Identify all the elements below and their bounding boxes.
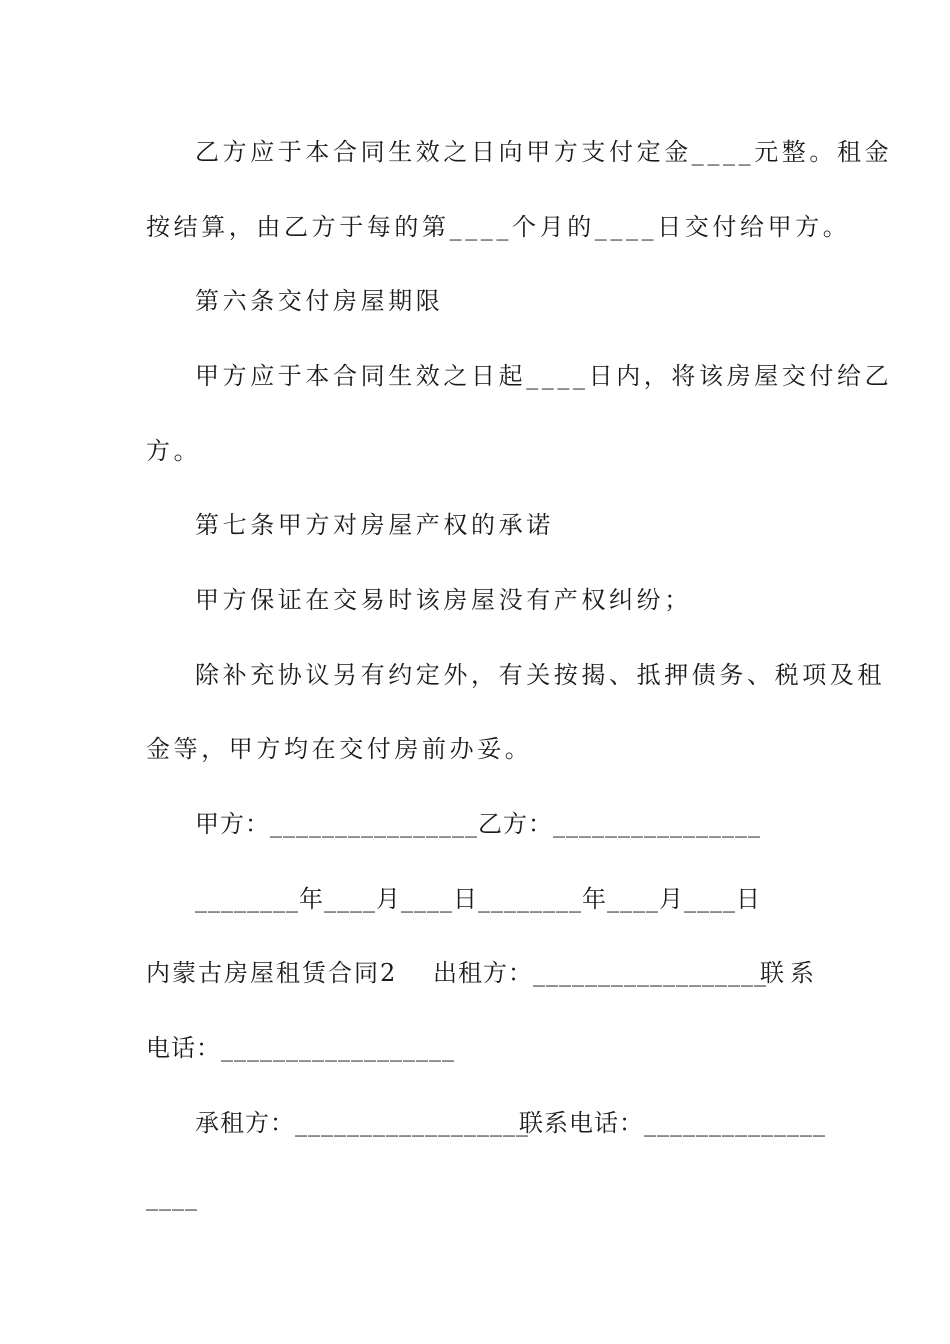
paragraph-line [0,659,950,723]
blank-continuation: ____ [146,1183,198,1211]
paragraph-line [0,733,950,797]
text-line: 除补充协议另有约定外，有关按揭、抵押债务、税项及租 [195,661,885,689]
date-line [0,883,950,947]
paragraph-line [0,136,950,200]
section-heading [0,509,950,573]
lessee-phone-field: 联系电话：______________ [519,1109,826,1137]
text-line: 甲方保证在交易时该房屋没有产权纠纷； [195,586,692,614]
paragraph-line [0,584,950,648]
paragraph-line [0,360,950,424]
signature-dates: ________年____月____日________年____月____日 [195,885,761,913]
signature-line [0,808,950,872]
signature-parties: 甲方：________________乙方：________________ [195,810,761,838]
paragraph-line [0,435,950,499]
text-line: 甲方应于本合同生效之日起____日内，将该房屋交付给乙 [195,362,893,390]
contract-title: 内蒙古房屋租赁合同2 [146,959,398,987]
lessor-field: 出租方：__________________ [433,959,767,987]
section-title: 第七条甲方对房屋产权的承诺 [195,511,554,539]
text-line: 乙方应于本合同生效之日向甲方支付定金____元整。租金 [195,138,893,166]
lessor-phone-line [0,1032,950,1096]
text-line: 金等，甲方均在交付房前办妥。 [146,735,533,763]
lessee-phone-continuation [0,1181,950,1245]
text-line: 按结算，由乙方于每的第____个月的____日交付给甲方。 [146,213,851,241]
lessor-phone-label: 联系 [760,959,820,987]
paragraph-line [0,211,950,275]
text-line: 方。 [146,437,202,465]
lessor-phone-field: 电话：__________________ [146,1034,455,1062]
lessee-field: 承租方：__________________ [195,1109,529,1137]
section-heading [0,285,950,349]
section-title: 第六条交付房屋期限 [195,287,444,315]
